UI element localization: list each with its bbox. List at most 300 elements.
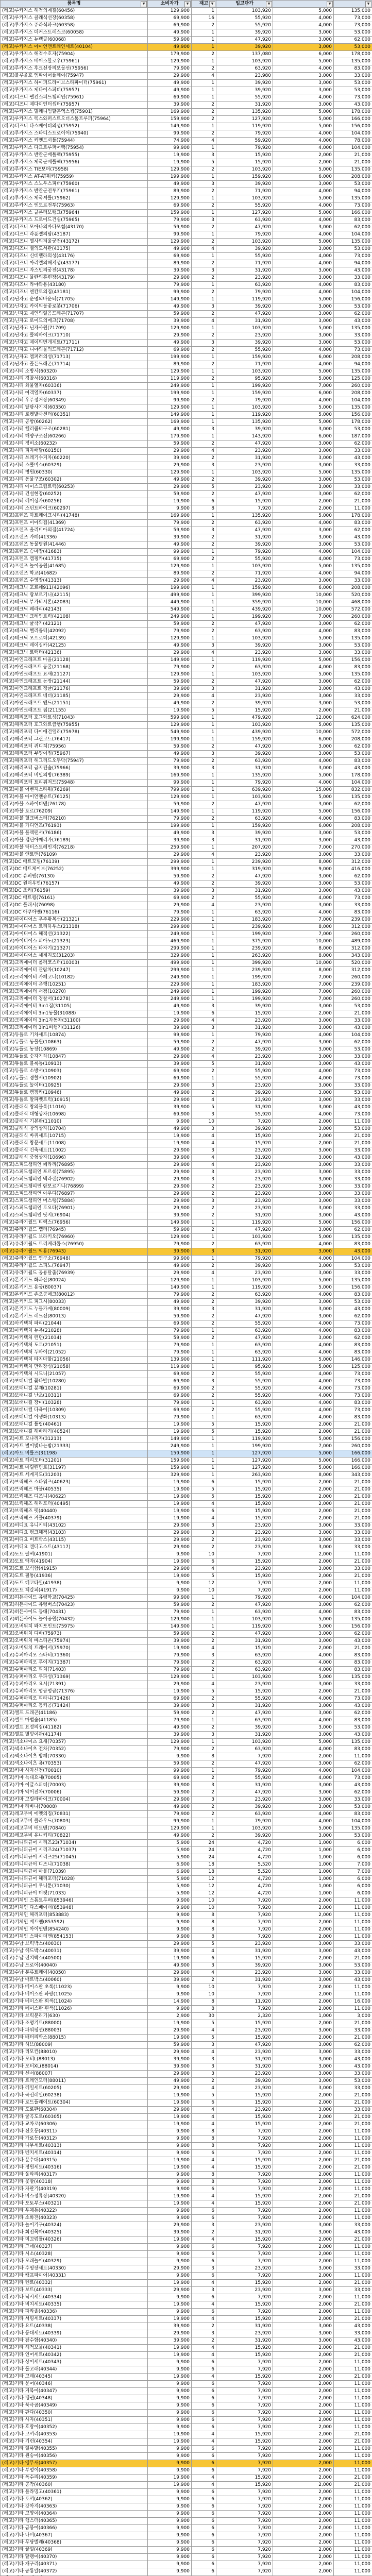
cell-value[interactable]: 29,900 — [148, 448, 192, 455]
cell-value[interactable]: 11,000 — [334, 2359, 372, 2366]
cell-value[interactable]: 43,000 — [334, 2337, 372, 2345]
cell-value[interactable]: 47,920 — [216, 743, 273, 751]
cell-value[interactable]: 4,000 — [273, 231, 334, 239]
cell-value[interactable]: 43,000 — [334, 1638, 372, 1645]
cell-item-name[interactable]: (레고)기타 베이스판 흰색(11026) — [1, 2006, 148, 2013]
cell-value[interactable]: 83,000 — [334, 1349, 372, 1357]
cell-value[interactable]: 2,000 — [273, 2179, 334, 2186]
cell-value[interactable]: 3,000 — [273, 1760, 334, 1768]
cell-value[interactable]: 3 — [192, 1703, 216, 1710]
table-row[interactable] — [1, 715, 372, 722]
cell-item-name[interactable]: (레고)기타 로드플레이트(60304) — [1, 2099, 148, 2107]
cell-value[interactable]: 11,000 — [334, 1934, 372, 1941]
cell-item-name[interactable]: (레고)엘프 드래곤(41186) — [1, 1710, 148, 1717]
cell-value[interactable]: 39,900 — [148, 1782, 192, 1789]
table-row[interactable] — [1, 2489, 372, 2496]
cell-value[interactable]: 104,000 — [334, 779, 372, 787]
cell-value[interactable]: 7,920 — [216, 2518, 273, 2525]
cell-value[interactable]: 299,900 — [148, 859, 192, 866]
cell-value[interactable]: 62,000 — [334, 1313, 372, 1320]
table-row[interactable] — [1, 2179, 372, 2186]
cell-value[interactable]: 47,920 — [216, 1227, 273, 1234]
table-row[interactable] — [1, 1977, 372, 1984]
table-row[interactable] — [1, 1292, 372, 1299]
cell-value[interactable]: 6 — [192, 2489, 216, 2496]
cell-value[interactable]: 6,000 — [334, 1890, 372, 1897]
cell-value[interactable]: 39,900 — [148, 1703, 192, 1710]
cell-value[interactable]: 3,000 — [273, 621, 334, 628]
cell-value[interactable]: 1,000 — [273, 1854, 334, 1861]
cell-value[interactable]: 2 — [192, 1804, 216, 1811]
cell-value[interactable]: 129,900 — [148, 1739, 192, 1746]
cell-value[interactable]: 8,000 — [273, 924, 334, 931]
cell-value[interactable]: 2 — [192, 1068, 216, 1075]
cell-value[interactable]: 6,000 — [273, 823, 334, 830]
cell-value[interactable]: 3,000 — [273, 852, 334, 859]
table-row[interactable] — [1, 138, 372, 145]
cell-value[interactable]: 5,000 — [273, 195, 334, 202]
cell-value[interactable]: 23,920 — [216, 1169, 273, 1176]
cell-value[interactable]: 33,000 — [334, 1162, 372, 1169]
cell-value[interactable]: 129,900 — [148, 635, 192, 642]
cell-item-name[interactable]: (레고)기타 센서(88007) — [1, 2071, 148, 2078]
cell-value[interactable]: 15,920 — [216, 1479, 273, 1486]
cell-value[interactable]: 4 — [192, 852, 216, 859]
cell-value[interactable]: 3,000 — [273, 1104, 334, 1111]
cell-value[interactable]: 2 — [192, 224, 216, 231]
cell-value[interactable]: 1 — [192, 1458, 216, 1465]
cell-value[interactable]: 7,000 — [273, 989, 334, 996]
cell-value[interactable]: 39,900 — [148, 1732, 192, 1739]
cell-value[interactable]: 4 — [192, 1133, 216, 1140]
cell-value[interactable]: 11,000 — [334, 2006, 372, 2013]
table-row[interactable] — [1, 974, 372, 981]
cell-value[interactable]: 3 — [192, 765, 216, 772]
cell-value[interactable]: 7,920 — [216, 1934, 273, 1941]
cell-item-name[interactable]: (레고)마인크래프트 농장(21144) — [1, 679, 148, 686]
cell-value[interactable]: 4,000 — [273, 1292, 334, 1299]
cell-value[interactable]: 1 — [192, 549, 216, 556]
cell-value[interactable]: 103,920 — [216, 794, 273, 801]
cell-value[interactable]: 9,900 — [148, 2006, 192, 2013]
cell-value[interactable]: 59,900 — [148, 621, 192, 628]
cell-value[interactable]: 2,000 — [273, 1508, 334, 1515]
cell-value[interactable]: 2,000 — [273, 2143, 334, 2150]
cell-value[interactable]: 11,000 — [334, 2489, 372, 2496]
cell-value[interactable]: 39,920 — [216, 87, 273, 94]
cell-value[interactable]: 19,900 — [148, 1501, 192, 1508]
cell-value[interactable]: 3,000 — [273, 1263, 334, 1270]
cell-value[interactable]: 15,920 — [216, 159, 273, 166]
col-header-cost[interactable]: 입고단가 ▼ — [216, 1, 273, 8]
cell-value[interactable]: 2,000 — [273, 1926, 334, 1934]
cell-value[interactable]: 73,000 — [334, 94, 372, 101]
cell-value[interactable]: 2 — [192, 1775, 216, 1782]
cell-item-name[interactable]: (레고)시티 로켓발사센터(60351) — [1, 412, 148, 419]
cell-value[interactable]: 19,900 — [148, 1421, 192, 1429]
cell-value[interactable]: 9,900 — [148, 1897, 192, 1905]
table-row[interactable] — [1, 1775, 372, 1782]
cell-value[interactable]: 3,000 — [273, 902, 334, 909]
col-header-name[interactable]: 품목명 ▼ — [1, 1, 148, 8]
cell-value[interactable]: 104,000 — [334, 1595, 372, 1602]
cell-value[interactable]: 2 — [192, 1724, 216, 1732]
table-row[interactable] — [1, 628, 372, 635]
filter-dropdown-icon[interactable]: ▼ — [141, 1, 147, 7]
cell-value[interactable]: 33,000 — [334, 1147, 372, 1155]
cell-value[interactable]: 79,920 — [216, 1595, 273, 1602]
cell-value[interactable]: 33,000 — [334, 2222, 372, 2229]
cell-value[interactable]: 83,000 — [334, 217, 372, 224]
cell-value[interactable]: 29,900 — [148, 1537, 192, 1544]
table-row[interactable] — [1, 390, 372, 397]
table-row[interactable] — [1, 1176, 372, 1183]
cell-value[interactable]: 43,000 — [334, 2229, 372, 2236]
cell-value[interactable]: 4,000 — [273, 1652, 334, 1659]
cell-value[interactable]: 69,900 — [148, 1696, 192, 1703]
cell-value[interactable]: 129,900 — [148, 794, 192, 801]
cell-value[interactable]: 1 — [192, 585, 216, 592]
cell-value[interactable]: 74,900 — [148, 138, 192, 145]
cell-value[interactable]: 2 — [192, 520, 216, 527]
cell-value[interactable]: 1 — [192, 58, 216, 65]
cell-value[interactable]: 7,920 — [216, 2294, 273, 2301]
cell-value[interactable]: 10 — [192, 1905, 216, 1912]
cell-item-name[interactable]: (레고)기타 비치세트(40335) — [1, 2301, 148, 2309]
cell-value[interactable]: 2,000 — [273, 2381, 334, 2388]
cell-value[interactable]: 2 — [192, 1710, 216, 1717]
cell-value[interactable]: 3,000 — [273, 801, 334, 808]
table-row[interactable] — [1, 1320, 372, 1328]
cell-value[interactable]: 624,000 — [334, 715, 372, 722]
table-row[interactable] — [1, 2121, 372, 2128]
cell-value[interactable]: 6 — [192, 2568, 216, 2575]
cell-value[interactable]: 3,000 — [273, 73, 334, 80]
cell-value[interactable]: 47,920 — [216, 1789, 273, 1797]
cell-value[interactable]: 19,900 — [148, 1573, 192, 1580]
table-row[interactable] — [1, 1155, 372, 1162]
cell-item-name[interactable]: (레고)프렌즈 놀이공원(41685) — [1, 563, 148, 570]
table-row[interactable] — [1, 1508, 372, 1515]
cell-value[interactable]: 2,000 — [273, 2035, 334, 2042]
table-row[interactable] — [1, 880, 372, 888]
cell-value[interactable]: 3,000 — [273, 1155, 334, 1162]
cell-item-name[interactable]: (레고)시티 동물구조(60302) — [1, 477, 148, 484]
cell-value[interactable]: 4,720 — [216, 1876, 273, 1883]
table-row[interactable] — [1, 282, 372, 289]
cell-value[interactable]: 29,900 — [148, 2287, 192, 2294]
table-row[interactable] — [1, 2114, 372, 2121]
cell-value[interactable]: 89,900 — [148, 570, 192, 578]
table-row[interactable] — [1, 2049, 372, 2056]
cell-value[interactable]: 59,900 — [148, 311, 192, 318]
cell-value[interactable]: 103,920 — [216, 1825, 273, 1833]
cell-value[interactable]: 6 — [192, 1955, 216, 1962]
table-row[interactable] — [1, 1429, 372, 1436]
cell-item-name[interactable]: (레고)브릭헤즈 스타워즈(40623) — [1, 1479, 148, 1486]
cell-value[interactable]: 1 — [192, 1032, 216, 1039]
cell-value[interactable]: 3 — [192, 2222, 216, 2229]
cell-value[interactable]: 71,920 — [216, 361, 273, 368]
cell-value[interactable]: 11,000 — [334, 2273, 372, 2280]
cell-value[interactable]: 39,920 — [216, 181, 273, 188]
cell-value[interactable]: 4,000 — [273, 1349, 334, 1357]
cell-value[interactable]: 23,920 — [216, 2222, 273, 2229]
cell-value[interactable]: 5,000 — [273, 1450, 334, 1458]
cell-value[interactable]: 1 — [192, 210, 216, 217]
cell-value[interactable]: 43,000 — [334, 101, 372, 109]
cell-value[interactable]: 6 — [192, 2511, 216, 2518]
cell-item-name[interactable]: (레고)넥소나이츠 방패(70330) — [1, 1753, 148, 1760]
cell-value[interactable]: 199,900 — [148, 390, 192, 397]
table-row[interactable] — [1, 1580, 372, 1587]
cell-value[interactable]: 4,000 — [273, 65, 334, 73]
cell-value[interactable]: 83,000 — [334, 1400, 372, 1407]
cell-value[interactable]: 3,000 — [273, 44, 334, 51]
cell-value[interactable]: 3,000 — [273, 1061, 334, 1068]
cell-value[interactable]: 104,000 — [334, 549, 372, 556]
cell-value[interactable]: 53,000 — [334, 1263, 372, 1270]
cell-value[interactable]: 199,900 — [148, 174, 192, 181]
cell-value[interactable]: 21,000 — [334, 2475, 372, 2482]
cell-value[interactable]: 19,900 — [148, 1494, 192, 1501]
cell-value[interactable]: 23,920 — [216, 1183, 273, 1191]
table-row[interactable] — [1, 2475, 372, 2482]
cell-value[interactable]: 63,920 — [216, 282, 273, 289]
cell-value[interactable]: 4,000 — [273, 188, 334, 195]
cell-value[interactable]: 23,920 — [216, 1970, 273, 1977]
cell-value[interactable]: 11,000 — [334, 2150, 372, 2157]
cell-value[interactable]: 4,000 — [273, 1811, 334, 1818]
cell-value[interactable]: 59,900 — [148, 1602, 192, 1609]
cell-value[interactable]: 1 — [192, 368, 216, 376]
table-row[interactable] — [1, 1090, 372, 1097]
cell-value[interactable]: 2 — [192, 130, 216, 138]
cell-value[interactable]: 63,920 — [216, 1609, 273, 1616]
cell-value[interactable]: 3,000 — [273, 2287, 334, 2294]
cell-item-name[interactable]: (레고)쥬라기월드 랩터(76945) — [1, 1227, 148, 1234]
cell-item-name[interactable]: (레고)비디요 유니키티(43102) — [1, 1522, 148, 1530]
cell-item-name[interactable]: (레고)도트 책갈피(41917) — [1, 1587, 148, 1595]
table-row[interactable] — [1, 621, 372, 628]
cell-item-name[interactable]: (레고)키마 악어전차(70006) — [1, 1789, 148, 1797]
table-row[interactable] — [1, 1443, 372, 1450]
cell-value[interactable]: 270,000 — [334, 844, 372, 852]
cell-value[interactable]: 178,000 — [334, 513, 372, 520]
cell-item-name[interactable]: (레고)기타 꿀벌(40369) — [1, 2547, 148, 2554]
cell-value[interactable]: 7,920 — [216, 2417, 273, 2424]
cell-value[interactable]: 1 — [192, 1277, 216, 1284]
cell-value[interactable]: 2 — [192, 2078, 216, 2085]
cell-value[interactable]: 4,000 — [273, 779, 334, 787]
cell-item-name[interactable]: (레고)기타 북극곰(40349) — [1, 2402, 148, 2410]
cell-item-name[interactable]: (레고)디즈니 엔칸토의집(43181) — [1, 289, 148, 296]
table-row[interactable] — [1, 765, 372, 772]
cell-value[interactable]: 1 — [192, 87, 216, 94]
table-row[interactable] — [1, 260, 372, 267]
cell-value[interactable]: 15,920 — [216, 2236, 273, 2244]
cell-value[interactable]: 4,720 — [216, 1840, 273, 1847]
cell-item-name[interactable]: (레고)스피드챔피언 닷지(76904) — [1, 1212, 148, 1219]
cell-item-name[interactable]: (레고)보태니컬 분재(10281) — [1, 1385, 148, 1393]
cell-value[interactable]: 29,900 — [148, 1522, 192, 1530]
cell-value[interactable]: 79,920 — [216, 779, 273, 787]
cell-value[interactable]: 7,920 — [216, 2402, 273, 2410]
table-row[interactable] — [1, 1530, 372, 1537]
table-row[interactable] — [1, 1890, 372, 1897]
cell-value[interactable]: 149,900 — [148, 1436, 192, 1443]
cell-value[interactable]: 4 — [192, 1501, 216, 1508]
cell-value[interactable]: 239,920 — [216, 924, 273, 931]
cell-value[interactable]: 31,920 — [216, 1155, 273, 1162]
cell-value[interactable]: 21,000 — [334, 1955, 372, 1962]
cell-value[interactable]: 47,920 — [216, 440, 273, 448]
cell-value[interactable]: 59,900 — [148, 1039, 192, 1046]
cell-value[interactable]: 95,920 — [216, 1364, 273, 1371]
cell-value[interactable]: 69,900 — [148, 1393, 192, 1400]
cell-value[interactable]: 3,000 — [273, 1782, 334, 1789]
table-row[interactable] — [1, 311, 372, 318]
cell-value[interactable]: 4,000 — [273, 895, 334, 902]
cell-value[interactable]: 359,920 — [216, 599, 273, 606]
cell-value[interactable]: 2,000 — [273, 2568, 334, 2575]
cell-item-name[interactable]: (레고)레고무비 클라우드(70803) — [1, 1818, 148, 1825]
cell-value[interactable]: 39,900 — [148, 1212, 192, 1219]
cell-value[interactable]: 53,000 — [334, 303, 372, 311]
cell-value[interactable]: 39,900 — [148, 1977, 192, 1984]
cell-item-name[interactable]: (레고)기타 포토부스(40321) — [1, 2200, 148, 2208]
cell-value[interactable]: 4 — [192, 2121, 216, 2128]
cell-value[interactable]: 1,000 — [273, 2013, 334, 2020]
cell-value[interactable]: 1 — [192, 174, 216, 181]
cell-value[interactable]: 572,000 — [334, 729, 372, 736]
cell-value[interactable]: 18 — [192, 1869, 216, 1876]
cell-value[interactable]: 2 — [192, 541, 216, 549]
cell-item-name[interactable]: (레고)슈퍼마리오 피치(71403) — [1, 1667, 148, 1674]
cell-value[interactable]: 9,900 — [148, 2561, 192, 2568]
cell-item-name[interactable]: (레고)루카지스 엔도르전투(75963) — [1, 202, 148, 210]
cell-value[interactable]: 2 — [192, 621, 216, 628]
cell-value[interactable]: 2 — [192, 801, 216, 808]
cell-value[interactable]: 2,000 — [273, 2301, 334, 2309]
cell-value[interactable]: 6,000 — [334, 1840, 372, 1847]
cell-value[interactable]: 104,000 — [334, 1256, 372, 1263]
cell-value[interactable]: 159,900 — [148, 1450, 192, 1458]
cell-value[interactable]: 3,000 — [273, 1097, 334, 1104]
cell-value[interactable]: 5,520 — [216, 1869, 273, 1876]
cell-value[interactable]: 260,000 — [334, 383, 372, 390]
cell-value[interactable]: 23,920 — [216, 1544, 273, 1551]
cell-value[interactable]: 166,000 — [334, 1458, 372, 1465]
table-row[interactable] — [1, 1357, 372, 1364]
cell-item-name[interactable]: (레고)쥬라기월드 브라키오(76960) — [1, 1234, 148, 1241]
cell-item-name[interactable]: (레고)키체인 배트맨(853592) — [1, 1919, 148, 1926]
cell-value[interactable]: 11,000 — [334, 2366, 372, 2374]
cell-item-name[interactable]: (레고)아키텍처 만리장성(21058) — [1, 1364, 148, 1371]
cell-value[interactable]: 2,000 — [273, 2215, 334, 2222]
cell-value[interactable]: 149,900 — [148, 296, 192, 303]
cell-value[interactable]: 149,900 — [148, 412, 192, 419]
cell-value[interactable]: 4 — [192, 2114, 216, 2121]
cell-value[interactable]: 49,900 — [148, 1804, 192, 1811]
cell-item-name[interactable]: (레고)디즈니 라푼젤의탑(43187) — [1, 231, 148, 239]
cell-item-name[interactable]: (레고)프렌즈 미아의집(41369) — [1, 520, 148, 527]
cell-value[interactable]: 83,000 — [334, 282, 372, 289]
table-row[interactable] — [1, 1025, 372, 1032]
table-row[interactable] — [1, 1515, 372, 1522]
table-row[interactable] — [1, 686, 372, 693]
cell-value[interactable]: 8,000 — [273, 967, 334, 974]
table-row[interactable] — [1, 462, 372, 469]
cell-value[interactable]: 62,000 — [334, 1227, 372, 1234]
cell-value[interactable]: 3,000 — [273, 1681, 334, 1688]
cell-value[interactable]: 9,900 — [148, 2215, 192, 2222]
cell-value[interactable]: 3,000 — [273, 765, 334, 772]
cell-value[interactable]: 69,900 — [148, 1068, 192, 1075]
cell-value[interactable]: 99,900 — [148, 1256, 192, 1263]
cell-item-name[interactable]: (레고)DC 슈퍼맨(76130) — [1, 873, 148, 880]
cell-value[interactable]: 49,900 — [148, 303, 192, 311]
cell-value[interactable]: 2 — [192, 1789, 216, 1797]
cell-value[interactable]: 6 — [192, 2539, 216, 2547]
cell-value[interactable]: 4,000 — [273, 570, 334, 578]
cell-value[interactable]: 2,000 — [273, 2309, 334, 2316]
cell-value[interactable]: 7,000 — [273, 614, 334, 621]
table-row[interactable] — [1, 2460, 372, 2467]
cell-value[interactable]: 8 — [192, 505, 216, 513]
cell-item-name[interactable]: (레고)닌자고 제이의번개제트(71711) — [1, 340, 148, 347]
cell-value[interactable]: 312,000 — [334, 945, 372, 953]
cell-item-name[interactable]: (레고)루카지스 제국군배틀팩(75956) — [1, 159, 148, 166]
cell-value[interactable]: 1 — [192, 1739, 216, 1746]
cell-value[interactable]: 19,900 — [148, 2438, 192, 2446]
cell-value[interactable]: 135,000 — [334, 325, 372, 332]
table-row[interactable] — [1, 383, 372, 390]
cell-value[interactable]: 2 — [192, 239, 216, 246]
col-header-stock[interactable]: 재고 ▼ — [192, 1, 216, 8]
cell-value[interactable]: 94,000 — [334, 361, 372, 368]
cell-value[interactable]: 103,920 — [216, 325, 273, 332]
cell-value[interactable]: 21,000 — [334, 2280, 372, 2287]
cell-item-name[interactable]: (레고)디즈니 엘사의겨울궁전(43172) — [1, 239, 148, 246]
cell-value[interactable]: 62,000 — [334, 440, 372, 448]
cell-value[interactable]: 6 — [192, 2294, 216, 2301]
cell-value[interactable]: 39,900 — [148, 267, 192, 275]
cell-value[interactable]: 1,000 — [273, 1840, 334, 1847]
cell-value[interactable]: 2 — [192, 2229, 216, 2236]
cell-value[interactable]: 62,000 — [334, 37, 372, 44]
cell-value[interactable]: 31,920 — [216, 318, 273, 325]
cell-value[interactable]: 2 — [192, 1227, 216, 1234]
cell-value[interactable]: 3,000 — [273, 1970, 334, 1977]
cell-value[interactable]: 4,720 — [216, 1890, 273, 1897]
cell-value[interactable]: 103,920 — [216, 1277, 273, 1284]
cell-value[interactable]: 8 — [192, 2179, 216, 2186]
cell-value[interactable]: 3,000 — [273, 1003, 334, 1010]
cell-value[interactable]: 2,000 — [273, 2431, 334, 2438]
cell-item-name[interactable]: (레고)루카지스 아이언맨트래인세트(40104) — [1, 44, 148, 51]
cell-item-name[interactable]: (레고)도트 필통(41936) — [1, 1573, 148, 1580]
table-row[interactable] — [1, 2287, 372, 2294]
cell-value[interactable]: 5,900 — [148, 1847, 192, 1854]
cell-value[interactable]: 5,000 — [273, 1357, 334, 1364]
cell-value[interactable]: 6,000 — [273, 433, 334, 440]
cell-value[interactable]: 2,000 — [273, 1494, 334, 1501]
cell-value[interactable]: 259,900 — [148, 844, 192, 852]
cell-value[interactable]: 21,000 — [334, 1501, 372, 1508]
table-row[interactable] — [1, 1436, 372, 1443]
cell-value[interactable]: 3 — [192, 1169, 216, 1176]
